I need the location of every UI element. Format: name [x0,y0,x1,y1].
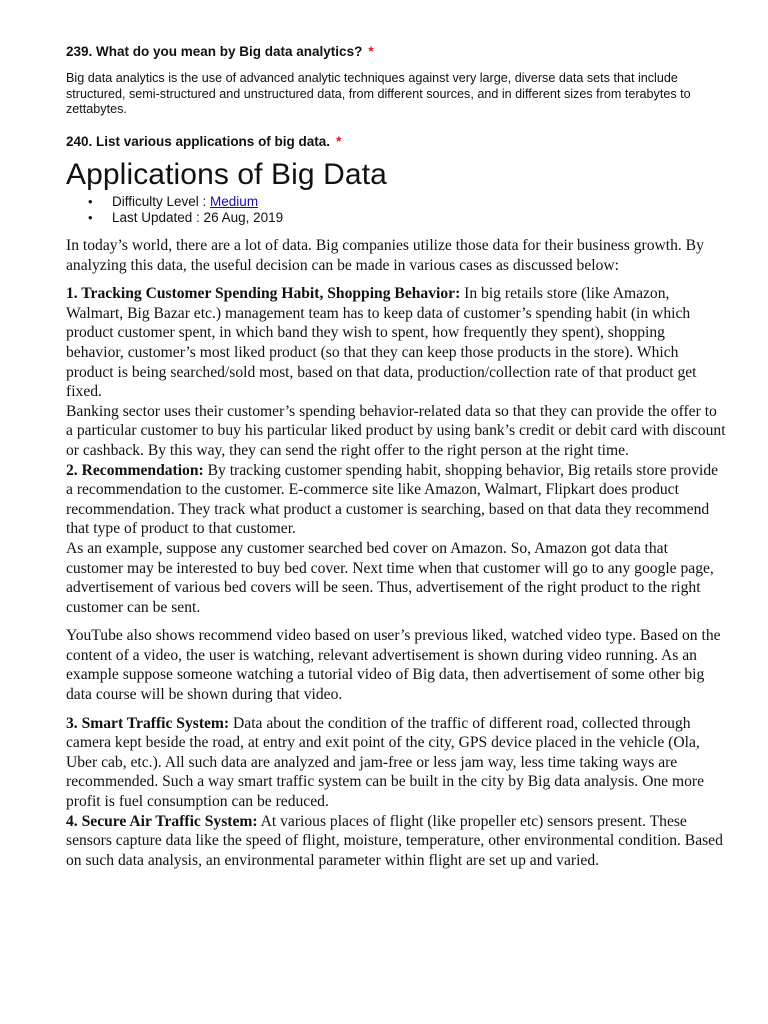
answer-239: Big data analytics is the use of advanced analytic techniques against very large, diverse data sets that include structured, semi-structured and unstructured data, from different sources, and in different sizes from terabytes to zettabytes. [66,71,691,116]
item-2-paragraph [66,461,726,539]
required-star: * [336,134,342,149]
item-2-extra2: YouTube also shows recommend video based on user’s previous liked, watched video type. Based on the content of a video, the user is watching, relevant advertisement is shown during video running. As an example suppose someone watching a tutorial video of Big data, then advertisement of some other big data course will be shown during that video. [66,627,721,704]
item-4-paragraph [66,812,726,871]
last-updated-item: • Last Updated : 26 Aug, 2019 [66,210,283,226]
item-1-text: In big retails store (like Amazon, Walmart, Big Bazar etc.) management team has to keep data of customer’s spending habit (in which product customer spent, in which band they wish to spent, how frequently they spent), shopping behavior, customer’s most liked product (so that they can keep those products in the store). Which product is being searched/sold most, based on that data, production/collection rate of that product get fixed. [66,285,697,401]
item-1-paragraph [66,284,726,402]
item-2-text: By tracking customer spending habit, shopping behavior, Big retails store provide a recommendation to the customer. E-commerce site like Amazon, Walmart, Flipkart does product recommendation. They track what product a customer is searching, based on that data they recommend that type of product to that customer. [66,461,719,538]
difficulty-link[interactable]: Medium [210,194,259,209]
item-3-paragraph [66,714,726,812]
question-239-text: 239. What do you mean by Big data analytics? [66,44,363,59]
item-4-text: At various places of flight (like propeller etc) sensors present. These sensors capture data like the speed of flight, moisture, temperature, other environmental condition. Based on such data analysis, an environmental parameter within flight are set up and varied. [66,812,723,869]
question-240-text: 240. List various applications of big data. [66,134,331,149]
intro-paragraph: In today’s world, there are a lot of data. Big companies utilize those data for their business growth. By analyzing this data, the useful decision can be made in various cases as discussed below: [66,237,704,274]
question-240 [66,134,341,149]
difficulty-item [66,194,283,210]
page-title: Applications of Big Data [66,158,387,191]
question-239 [66,44,374,59]
item-3-text: Data about the condition of the traffic of different road, collected through camera kept beside the road, at entry and exit point of the city, GPS device placed in the vehicle (Ola, Uber cab, etc.). All such data are analyzed and jam-free or less jam way, less time taking ways are recommended. Such a way smart traffic system can be built in the city by Big data analysis. One more profit is fuel consumption can be reduced. [66,714,705,811]
item-1-extra: Banking sector uses their customer’s spending behavior-related data so that they can provide the offer to a particular customer to buy his particular liked product by using bank’s credit or debit card with discount or cashback. By this way, they can send the right offer to the right person at the right time. [66,402,726,459]
item-2-heading: 2. Recommendation: [66,461,204,479]
required-star: * [368,44,374,59]
difficulty-label: Difficulty Level : [112,194,211,209]
article-meta [66,194,283,226]
item-2-extra: As an example, suppose any customer searched bed cover on Amazon. So, Amazon got data that customer may be interested to buy bed cover. Next time when that customer will go to any google page, advertisement of various bed covers will be seen. Thus, advertisement of the right product to the right customer can be sent. [66,539,714,616]
article-body [66,236,726,870]
item-4-heading: 4. Secure Air Traffic System: [66,812,258,830]
item-1-heading: 1. Tracking Customer Spending Habit, Shopping Behavior: [66,285,461,303]
item-3-heading: 3. Smart Traffic System: [66,714,230,732]
